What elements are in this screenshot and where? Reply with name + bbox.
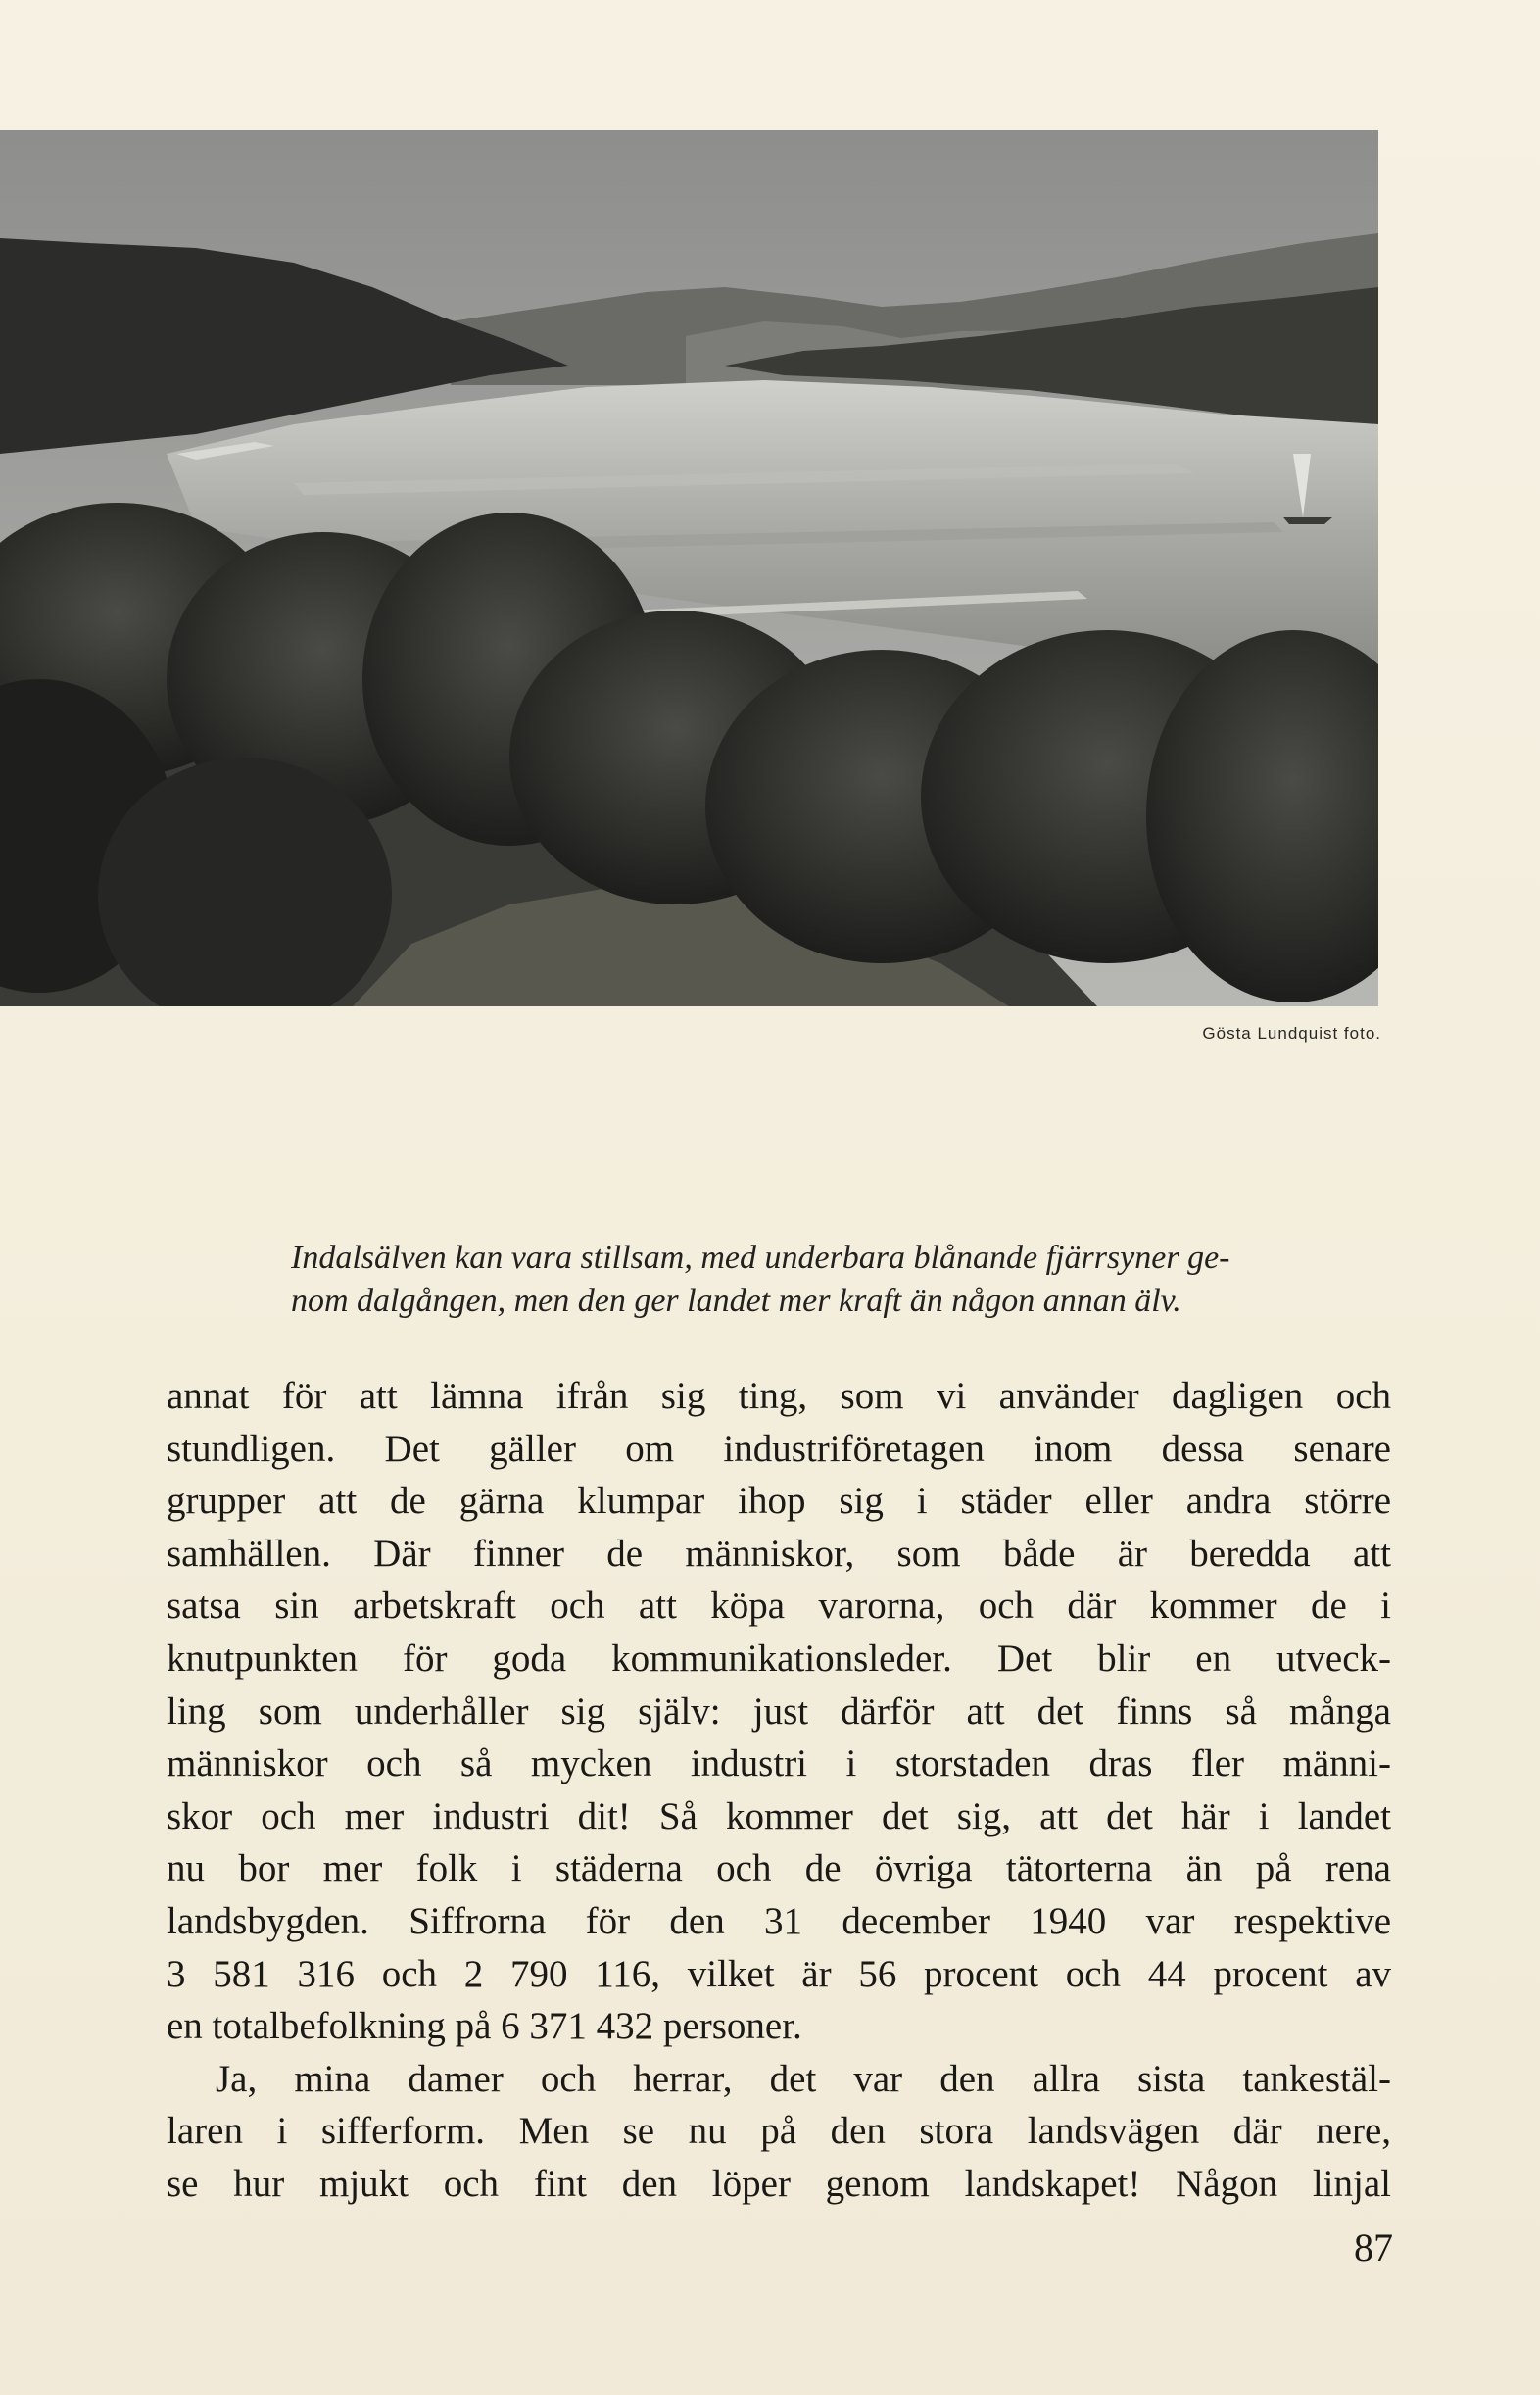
- page-number: 87: [1354, 2225, 1393, 2270]
- body-text: [167, 1370, 1391, 2211]
- body-line: en totalbefolkning på 6 371 432 personer.: [167, 2005, 802, 2048]
- caption-line: nom dalgången, men den ger landet mer kraft än någon annan älv.: [291, 1283, 1181, 1319]
- body-line: Ja, mina damer och herrar, det var den allra sista tankestäl-: [216, 2057, 1391, 2100]
- caption-line: Indalsälven kan vara stillsam, med underbara blånande fjärrsyner ge-: [291, 1240, 1230, 1276]
- body-line: annat för att lämna ifrån sig ting, som vi använder dagligen och: [167, 1375, 1391, 1417]
- body-line: 3 581 316 och 2 790 116, vilket är 56 procent och 44 procent av: [167, 1952, 1391, 1995]
- river-valley-photo: [0, 130, 1378, 1006]
- body-line: stundligen. Det gäller om industriföretagen inom dessa senare: [167, 1427, 1391, 1470]
- body-line: nu bor mer folk i städerna och de övriga tätorterna än på rena: [167, 1847, 1391, 1890]
- photo-caption: [291, 1237, 1393, 1323]
- body-line: grupper att de gärna klumpar ihop sig i städer eller andra större: [167, 1480, 1391, 1523]
- body-line: människor och så mycken industri i storstaden dras fler männi-: [167, 1742, 1391, 1785]
- body-line: satsa sin arbetskraft och att köpa varorna, och där kommer de i: [167, 1585, 1391, 1628]
- body-line: laren i sifferform. Men se nu på den stora landsvägen där nere,: [167, 2110, 1391, 2153]
- landscape-illustration: [0, 130, 1378, 1006]
- body-line: skor och mer industri dit! Så kommer det sig, att det här i landet: [167, 1794, 1391, 1837]
- body-line: ling som underhåller sig själv: just därför att det finns så många: [167, 1689, 1391, 1733]
- body-line: knutpunkten för goda kommunikationsleder. Det blir en utveck-: [167, 1637, 1391, 1680]
- body-line: se hur mjukt och fint den löper genom landskapet! Någon linjal: [167, 2162, 1391, 2205]
- photo-credit: Gösta Lundquist foto.: [1202, 1024, 1381, 1043]
- body-line: landsbygden. Siffrorna för den 31 december 1940 var respektive: [167, 1899, 1391, 1942]
- body-line: samhällen. Där finner de människor, som både är beredda att: [167, 1532, 1391, 1575]
